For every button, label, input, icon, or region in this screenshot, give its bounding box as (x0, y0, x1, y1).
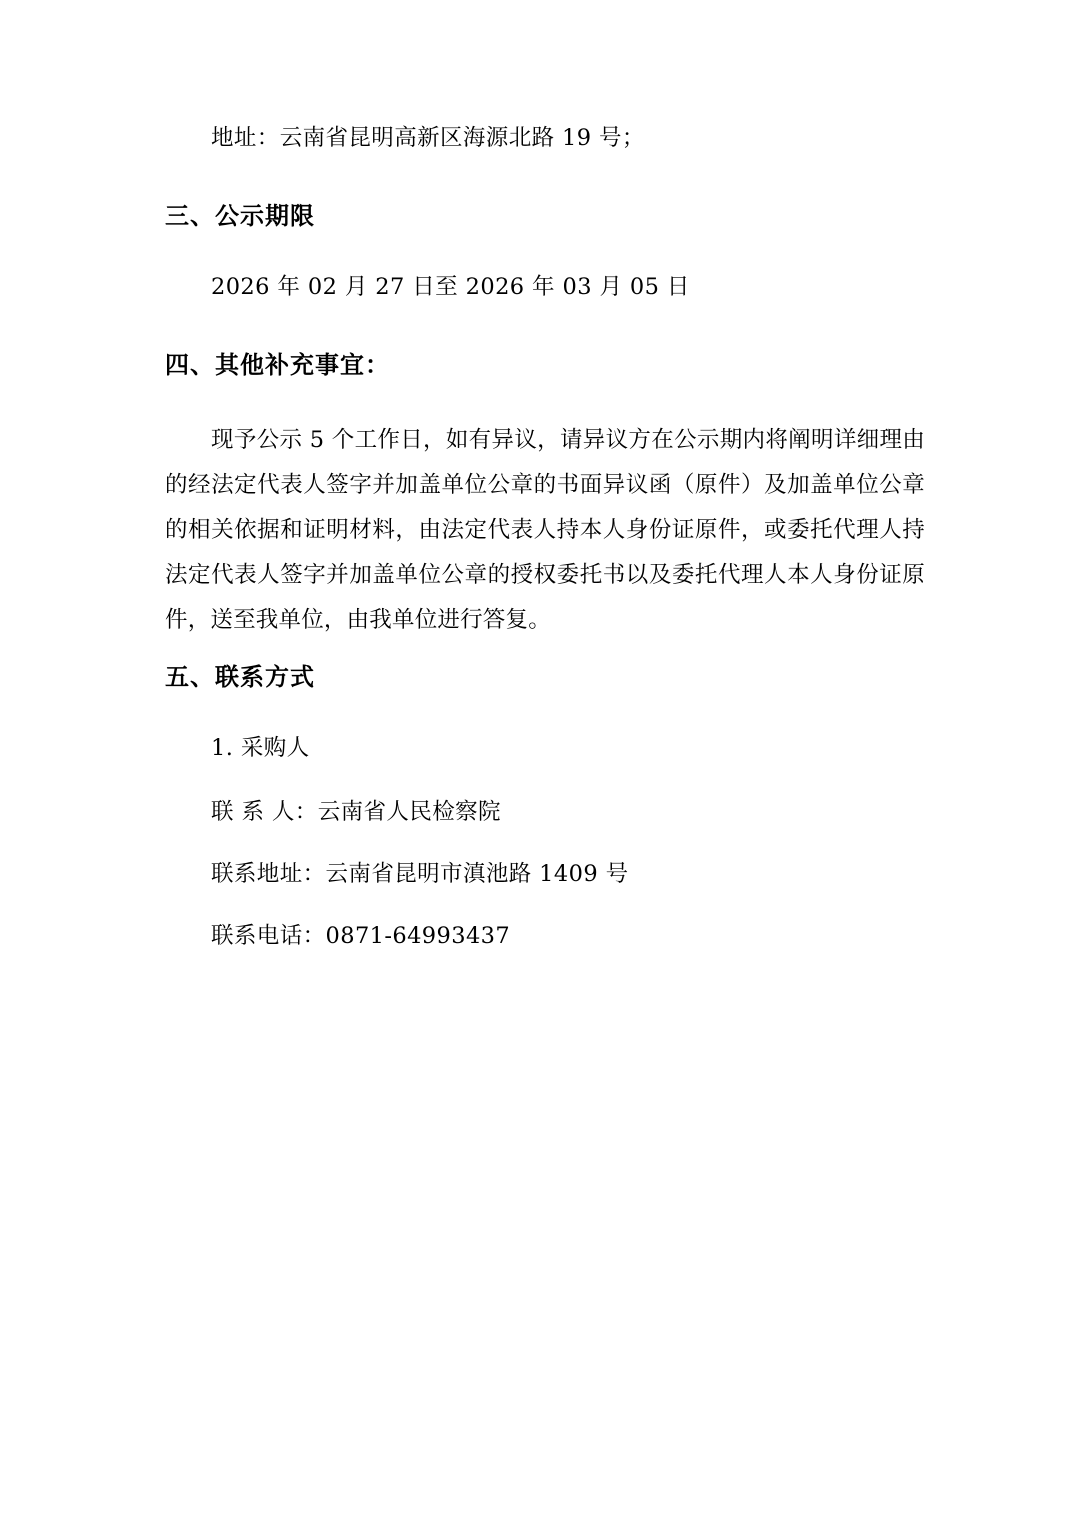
address-line: 地址：云南省昆明高新区海源北路 19 号； (211, 125, 645, 151)
section-heading-other-matters: 四、其他补充事宜： (165, 351, 390, 379)
contact-person-value: 云南省人民检察院 (317, 799, 501, 825)
contact-block (165, 730, 925, 950)
contact-phone-row (211, 918, 925, 950)
contact-phone-value: 0871-64993437 (325, 923, 511, 949)
contact-person-row (211, 794, 925, 826)
document-body (165, 120, 925, 950)
contact-address-value: 云南省昆明市滇池路 1409 号 (325, 861, 629, 887)
contact-address-row (211, 856, 925, 888)
other-matters-paragraph: 现予公示 5 个工作日，如有异议，请异议方在公示期内将阐明详细理由的经法定代表人签字并加盖单位公章的书面异议函（原件）及加盖单位公章的相关依据和证明材料，由法定代表人持本人身份证原件，或委托代理人持法定代表人签字并加盖单位公章的授权委托书以及委托代理人本人身份证原件，送至我单位，由我单位进行答复。 (165, 427, 925, 633)
section-heading-contact: 五、联系方式 (165, 663, 315, 691)
contact-purchaser-label: 1. 采购人 (211, 735, 310, 761)
publicity-period-dates: 2026 年 02 月 27 日至 2026 年 03 月 05 日 (211, 274, 690, 300)
section-heading-publicity-period: 三、公示期限 (165, 202, 315, 230)
contact-address-label: 联系地址： (211, 861, 326, 887)
contact-person-label: 联 系 人： (211, 799, 318, 825)
contact-phone-label: 联系电话： (211, 923, 326, 949)
